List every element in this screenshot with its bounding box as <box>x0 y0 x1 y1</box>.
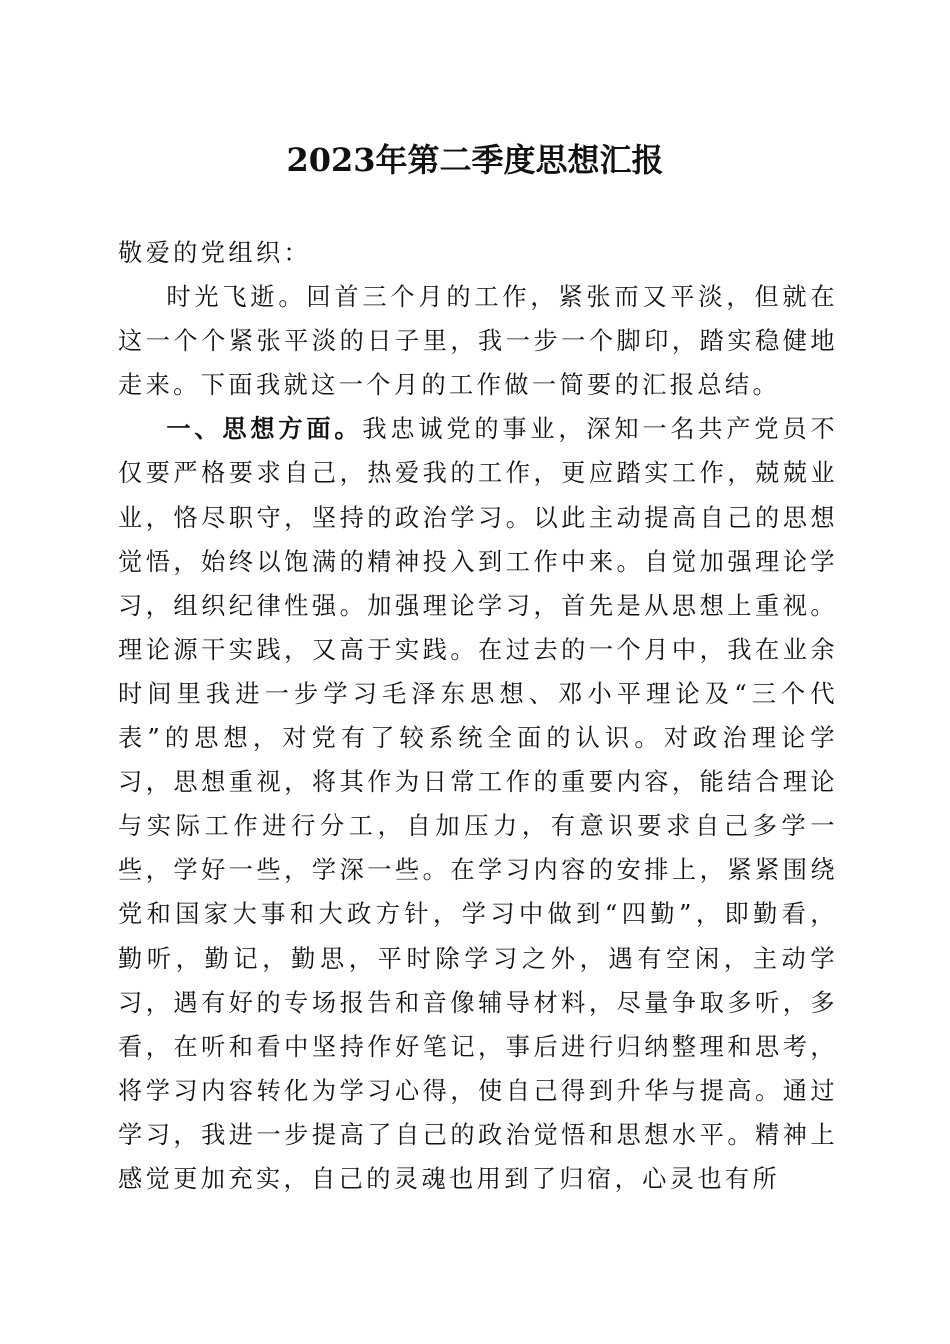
document-body <box>118 231 838 1201</box>
section-1-text: 我忠诚党的事业，深知一名共产党员不仅要严格要求自己，热爱我的工作，更应踏实工作，兢兢业业，恪尽职守，坚持的政治学习。以此主动提高自己的思想觉悟，始终以饱满的精神投入到工作中来。自觉加强理论学习，组织纪律性强。加强理论学习，首先是从思想上重视。理论源干实践，又高于实践。在过去的一个月中，我在业余时间里我进一步学习毛泽东思想、邓小平理论及“三个代表”的思想，对党有了较系统全面的认识。对政治理论学习，思想重视，将其作为日常工作的重要内容，能结合理论与实际工作进行分工，自加压力，有意识要求自己多学一些，学好一些，学深一些。在学习内容的安排上，紧紧围绕党和国家大事和大政方针，学习中做到“四勤”，即勤看，勤听，勤记，勤思，平时除学习之外，遇有空闲，主动学习，遇有好的专场报告和音像辅导材料，尽量争取多听，多看，在听和看中坚持作好笔记，事后进行归纳整理和思考，将学习内容转化为学习心得，使自己得到升华与提高。通过学习，我进一步提高了自己的政治觉悟和思想水平。精神上感觉更加充实，自己的灵魂也用到了归宿，心灵也有所 <box>118 415 838 1193</box>
document-title: 2023年第二季度思想汇报 <box>286 141 664 179</box>
section-1-paragraph <box>118 407 838 1201</box>
salutation: 敬爱的党组织： <box>118 239 312 267</box>
section-1-heading: 一、思想方面。 <box>166 414 363 444</box>
intro-paragraph: 时光飞逝。回首三个月的工作，紧张而又平淡，但就在这一个个紧张平淡的日子里，我一步一个脚印，踏实稳健地走来。下面我就这一个月的工作做一简要的汇报总结。 <box>118 283 838 400</box>
